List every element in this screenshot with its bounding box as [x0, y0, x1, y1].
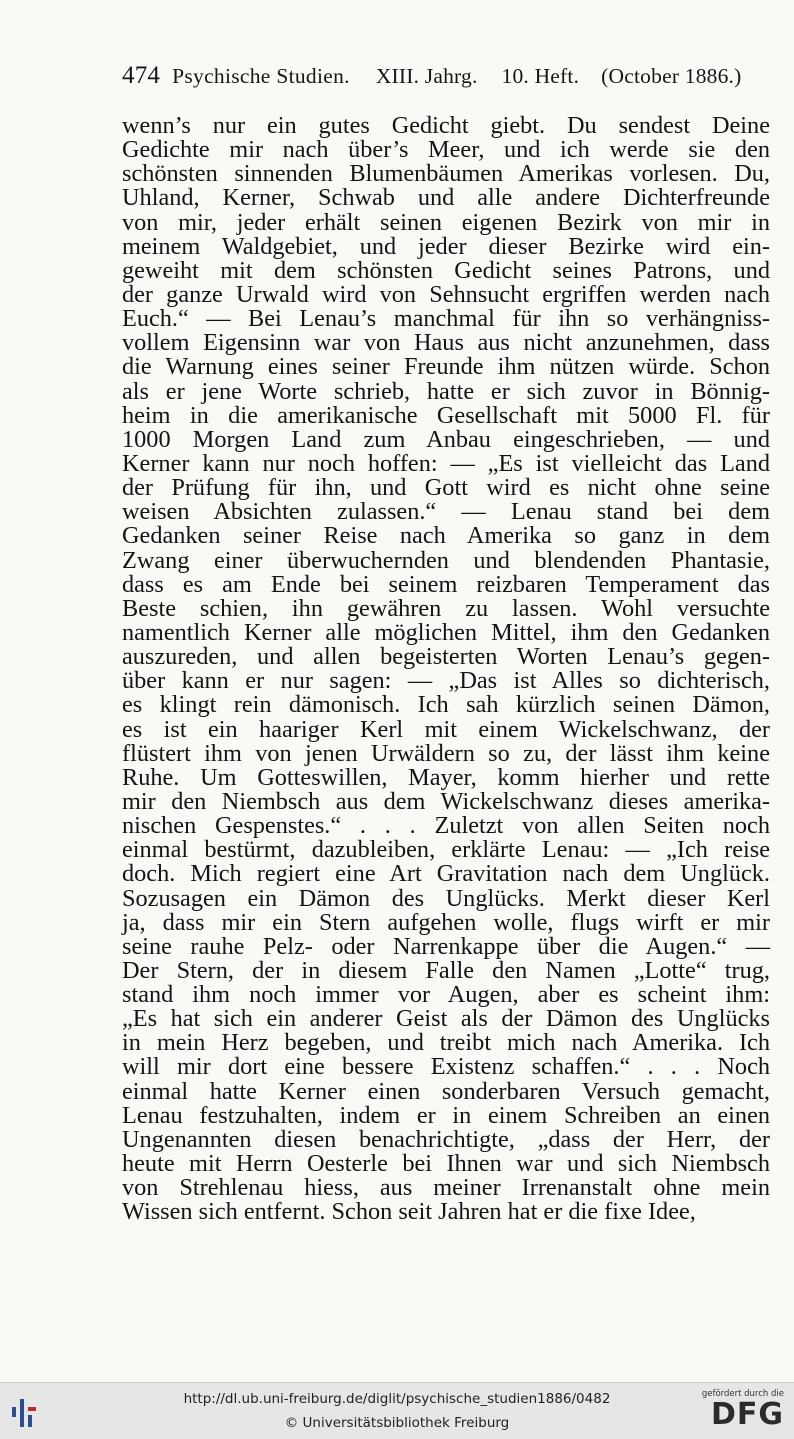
text-line: schönsten sinnenden Blumenbäumen Amerikas vorlesen. Du, — [122, 160, 770, 188]
source-url[interactable]: http://dl.ub.uni-freiburg.de/diglit/psychische_studien1886/0482 — [183, 1391, 611, 1407]
text-line: die Warnung eines seiner Freunde ihm nützen würde. Schon — [122, 353, 770, 381]
text-line: vollem Eigensinn war von Haus aus nicht anzunehmen, dass — [122, 329, 770, 357]
text-line: meinem Waldgebiet, und jeder dieser Bezirke wird ein- — [122, 232, 770, 260]
dfg-logo — [698, 1389, 784, 1435]
text-line: „Es hat sich ein anderer Geist als der Dämon des Unglücks — [122, 1005, 770, 1033]
text-line: stand ihm noch immer vor Augen, aber es scheint ihm: — [122, 981, 770, 1009]
text-line: als er jene Worte schrieb, hatte er sich zuvor in Bönnig- — [122, 377, 770, 405]
text-line: ja, dass mir ein Stern aufgehen wolle, flugs wirft er mir — [122, 908, 770, 936]
text-line: von mir, jeder erhält seinen eigenen Bezirk von mir in — [122, 208, 770, 236]
text-line: es ist ein haariger Kerl mit einem Wickelschwanz, der — [122, 715, 770, 743]
text-line: Ruhe. Um Gotteswillen, Mayer, komm hierher und rette — [122, 763, 770, 791]
text-line: heute mit Herrn Oesterle bei Ihnen war und sich Niembsch — [122, 1150, 770, 1178]
text-line: über kann er nur sagen: — „Das ist Alles so dichterisch, — [122, 667, 770, 695]
text-line: einmal hatte Kerner einen sonderbaren Versuch gemacht, — [122, 1077, 770, 1105]
copyright-notice: © Universitätsbibliothek Freiburg — [284, 1415, 510, 1431]
issue-date: (October 1886.) — [601, 64, 742, 88]
text-line: Gedanken seiner Reise nach Amerika so ganz in dem — [122, 522, 770, 550]
text-line: Der Stern, der in diesem Falle den Namen „Lotte“ trug, — [122, 956, 770, 984]
text-line: geweiht mit dem schönsten Gedicht seines Patrons, und — [122, 256, 770, 284]
text-line: Lenau festzuhalten, indem er in einem Schreiben an einen — [122, 1101, 770, 1129]
dfg-logo-text: DFG — [710, 1397, 784, 1432]
text-line: doch. Mich regiert eine Art Gravitation nach dem Unglück. — [122, 860, 770, 888]
text-line: heim in die amerikanische Gesellschaft mit 5000 Fl. für — [122, 401, 770, 429]
body-text — [122, 114, 770, 1224]
text-line: Beste schien, ihn gewähren zu lassen. Wohl versuchte — [122, 594, 770, 622]
text-line: will mir dort eine bessere Existenz schaffen.“ . . . Noch — [122, 1053, 770, 1081]
funder-note: gefördert durch die — [701, 1389, 784, 1399]
text-line: der ganze Urwald wird von Sehnsucht ergriffen werden nach — [122, 280, 770, 308]
text-line: nischen Gespenstes.“ . . . Zuletzt von allen Seiten noch — [122, 812, 770, 840]
text-line: Gedichte mir nach über’s Meer, und ich werde sie den — [122, 136, 770, 164]
page-number: 474 — [122, 62, 161, 89]
text-line: Kerner kann nur noch hoffen: — „Es ist vielleicht das Land — [122, 449, 770, 477]
text-line: Uhland, Kerner, Schwab und alle andere Dichterfreunde — [122, 184, 770, 212]
text-line: Ungenannten diesen benachrichtigte, „dass der Herr, der — [122, 1125, 770, 1153]
text-line: mir den Niembsch aus dem Wickelschwanz dieses amerika- — [122, 787, 770, 815]
text-line: Sozusagen ein Dämon des Unglücks. Merkt dieser Kerl — [122, 884, 770, 912]
volume-label: XIII. Jahrg. — [375, 64, 478, 88]
text-line: weisen Absichten zulassen.“ — Lenau stand bei dem — [122, 498, 770, 526]
text-line: Euch.“ — Bei Lenau’s manchmal für ihn so verhängniss- — [122, 305, 770, 333]
journal-title: Psychische Studien. — [172, 64, 350, 88]
text-line: 1000 Morgen Land zum Anbau eingeschrieben, — und — [122, 425, 770, 453]
text-line: Zwang einer überwuchernden und blendenden Phantasie, — [122, 546, 770, 574]
issue-label: 10. Heft. — [501, 64, 580, 88]
text-line: einmal bestürmt, dazubleiben, erklärte Lenau: — „Ich reise — [122, 836, 770, 864]
text-line: von Strehlenau hiess, aus meiner Irrenanstalt ohne mein — [122, 1174, 770, 1202]
text-line: seine rauhe Pelz- oder Narrenkappe über die Augen.“ — — [122, 932, 770, 960]
text-line: der Prüfung für ihn, und Gott wird es nicht ohne seine — [122, 474, 770, 502]
text-line: dass es am Ende bei seinem reizbaren Temperament das — [122, 570, 770, 598]
text-line: Wissen sich entfernt. Schon seit Jahren hat er die fixe Idee, — [122, 1198, 696, 1226]
running-header — [122, 62, 770, 94]
text-line: in mein Herz begeben, und treibt mich nach Amerika. Ich — [122, 1029, 770, 1057]
text-line: auszureden, und allen begeisterten Worten Lenau’s gegen- — [122, 643, 770, 671]
footer-bar — [0, 1382, 794, 1439]
text-line: flüstert ihm von jenen Urwäldern so zu, der lässt ihm keine — [122, 739, 770, 767]
text-line: es klingt rein dämonisch. Ich sah kürzlich seinen Dämon, — [122, 691, 770, 719]
text-line: namentlich Kerner alle möglichen Mittel, ihm den Gedanken — [122, 618, 770, 646]
text-line: wenn’s nur ein gutes Gedicht giebt. Du sendest Deine — [122, 112, 770, 139]
